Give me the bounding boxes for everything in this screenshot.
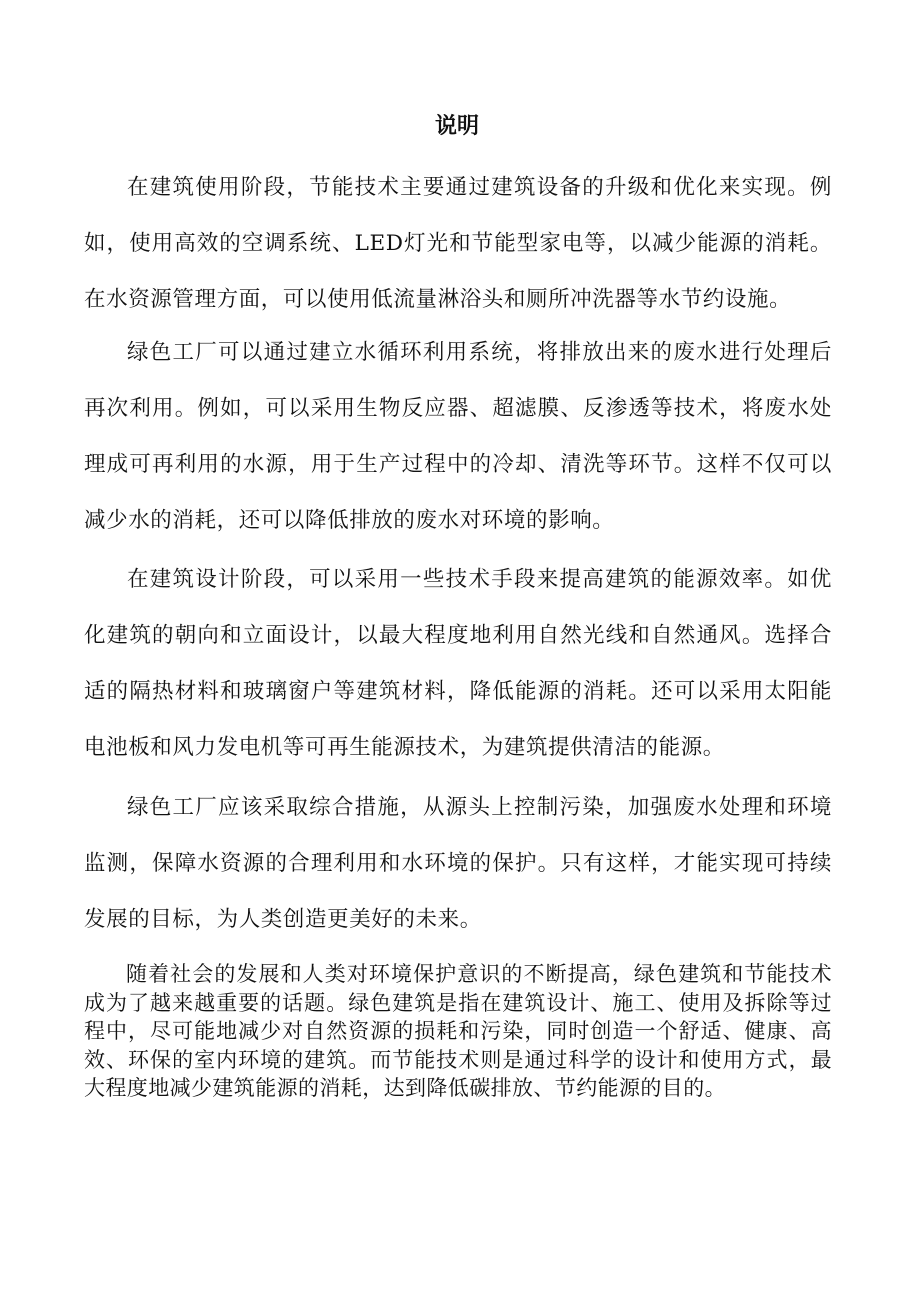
paragraph-building-design-stage: 在建筑设计阶段，可以采用一些技术手段来提高建筑的能源效率。如优化建筑的朝向和立面设计，以最大程度地利用自然光线和自然通风。选择合适的隔热材料和玻璃窗户等建筑材料，降低能源的消耗。还可以采用太阳能电池板和风力发电机等可再生能源技术，为建筑提供清洁的能源。	[84, 567, 832, 760]
page-title: 说明	[434, 114, 479, 139]
paragraph-building-use-stage: 在建筑使用阶段，节能技术主要通过建筑设备的升级和优化来实现。例如，使用高效的空调系统、LED灯光和节能型家电等，以减少能源的消耗。在水资源管理方面，可以使用低流量淋浴头和厕所冲洗器等水节约设施。	[84, 175, 832, 312]
paragraph-green-building-intro: 随着社会的发展和人类对环境保护意识的不断提高，绿色建筑和节能技术成为了越来越重要的话题。绿色建筑是指在建筑设计、施工、使用及拆除等过程中，尽可能地减少对自然资源的损耗和污染，同时创造一个舒适、健康、高效、环保的室内环境的建筑。而节能技术则是通过科学的设计和使用方式，最大程度地减少建筑能源的消耗，达到降低碳排放、节约能源的目的。	[84, 962, 832, 1100]
paragraph-water-recycling: 绿色工厂可以通过建立水循环利用系统，将排放出来的废水进行处理后再次利用。例如，可以采用生物反应器、超滤膜、反渗透等技术，将废水处理成可再利用的水源，用于生产过程中的冷却、清洗等环节。这样不仅可以减少水的消耗，还可以降低排放的废水对环境的影响。	[84, 340, 832, 533]
paragraph-pollution-control: 绿色工厂应该采取综合措施，从源头上控制污染，加强废水处理和环境监测，保障水资源的合理利用和水环境的保护。只有这样，才能实现可持续发展的目标，为人类创造更美好的未来。	[84, 795, 832, 932]
